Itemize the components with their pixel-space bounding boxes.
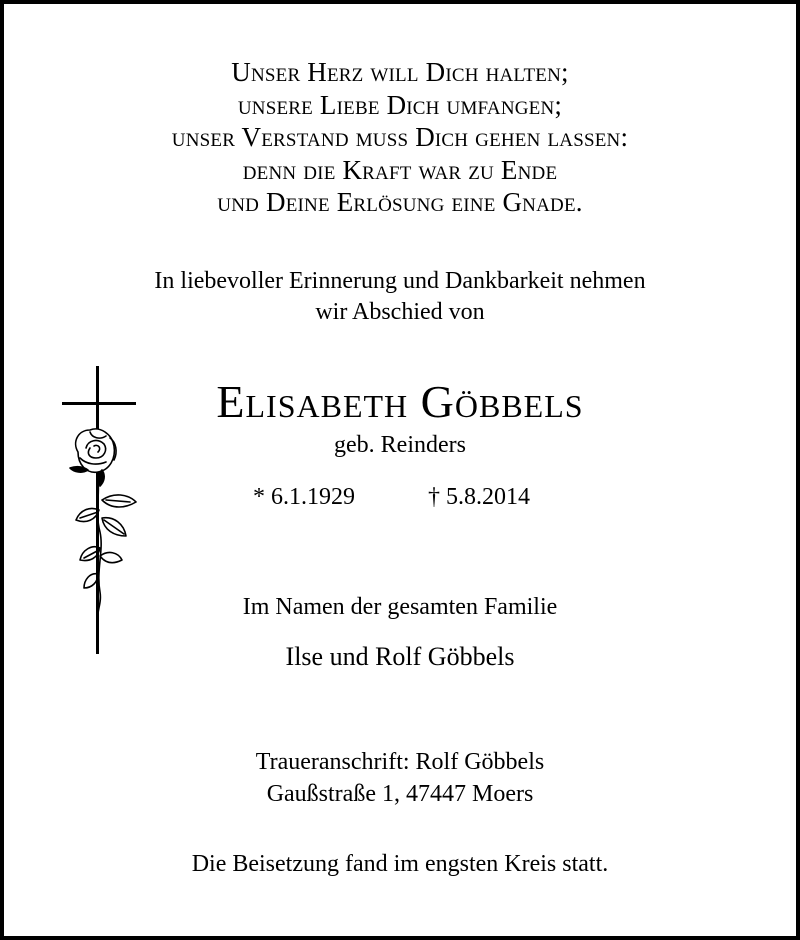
birth-date: * 6.1.1929	[253, 484, 355, 510]
signers: Ilse und Rolf Göbbels	[285, 642, 515, 671]
address-line-2: Gaußstraße 1, 47447 Moers	[266, 781, 534, 807]
poem-line: denn die Kraft war zu Ende	[242, 154, 558, 185]
poem-line: Unser Herz will Dich halten;	[231, 57, 569, 87]
intro-text	[4, 266, 796, 328]
burial-note: Die Beisetzung fand im engsten Kreis statt.	[191, 851, 609, 877]
intro-line-2: wir Abschied von	[315, 299, 485, 325]
mourning-address	[4, 746, 796, 810]
poem-line: unser Verstand muss Dich gehen lassen:	[171, 122, 629, 152]
family-line: Im Namen der gesamten Familie	[242, 594, 558, 620]
address-line-1: Traueranschrift: Rolf Göbbels	[255, 749, 545, 775]
poem-line: und Deine Erlösung eine Gnade.	[217, 187, 583, 217]
maiden-name: geb. Reinders	[334, 432, 466, 458]
poem	[4, 56, 796, 219]
poem-line: unsere Liebe Dich umfangen;	[237, 89, 563, 120]
death-date: † 5.8.2014	[428, 484, 530, 510]
deceased-name: Elisabeth Göbbels	[216, 376, 584, 427]
intro-line-1: In liebevoller Erinnerung und Dankbarkeit nehmen	[154, 268, 646, 294]
